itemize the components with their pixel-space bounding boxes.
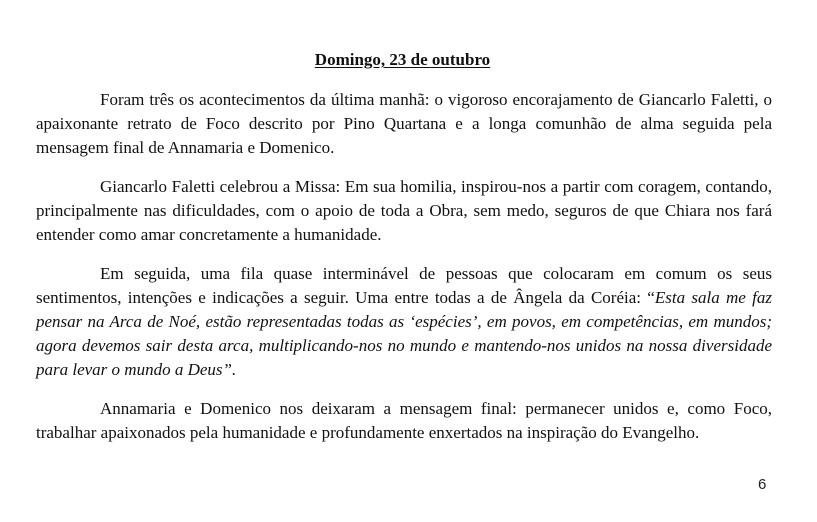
page-heading: Domingo, 23 de outubro bbox=[314, 50, 491, 69]
paragraph-3-lead: Em seguida, uma fila quase interminável de pessoas que colocaram em comum os seus sentimentos, intenções e indicações a seguir. Uma entre todas a de Ângela da Coréia: “ bbox=[36, 264, 772, 307]
paragraph-4: Annamaria e Domenico nos deixaram a mensagem final: permanecer unidos e, como Foco, trabalhar apaixonados pela humanidade e profundamente enxertados na inspiração do Evangelho. bbox=[36, 399, 772, 442]
page-number: 6 bbox=[758, 476, 767, 493]
paragraph-3-quote: Esta sala me faz pensar na Arca de Noé, estão representadas todas as ‘espécies’, em povos, em competências, em mundos; agora devemos sair desta arca, multiplicando-nos no mundo e mantendo-nos unidos na nossa diversidade para levar o mundo a Deus”. bbox=[36, 288, 772, 379]
document-body bbox=[36, 88, 772, 460]
paragraph-2: Giancarlo Faletti celebrou a Missa: Em sua homilia, inspirou-nos a partir com coragem, contando, principalmente nas dificuldades, com o apoio de toda a Obra, sem medo, seguros de que Chiara nos fará entender como amar concretamente a humanidade. bbox=[36, 177, 772, 244]
paragraph-3 bbox=[36, 262, 772, 382]
paragraph-1: Foram três os acontecimentos da última manhã: o vigoroso encorajamento de Giancarlo Faletti, o apaixonante retrato de Foco descrito por Pino Quartana e a longa comunhão de alma seguida pela mensagem final de Annamaria e Domenico. bbox=[36, 90, 772, 157]
